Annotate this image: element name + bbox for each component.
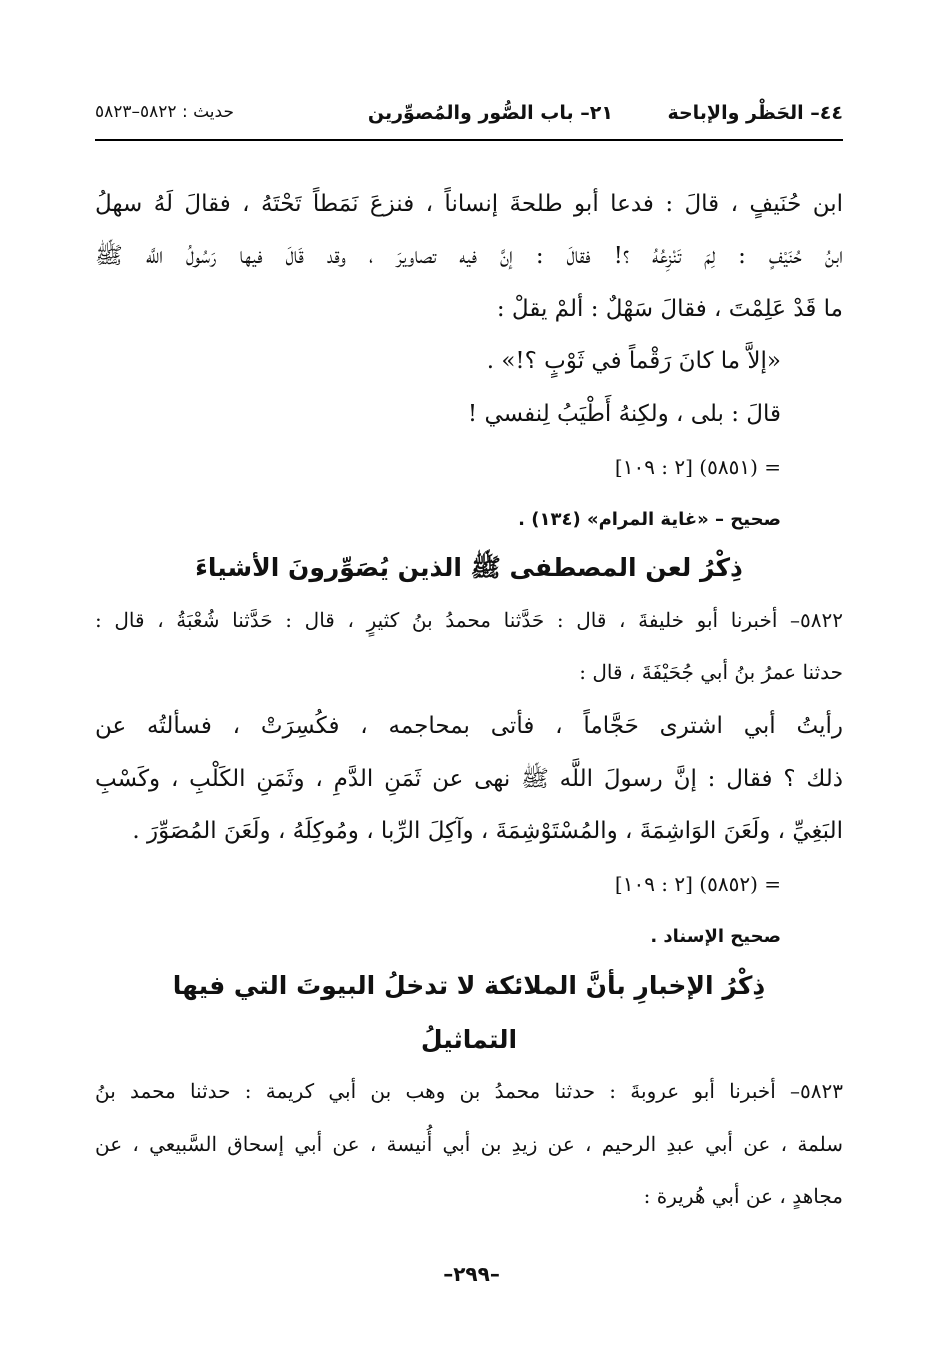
text-line: البَغِيِّ ، ولَعَنَ الوَاشِمَةَ ، والمُسْتَوْشِمَةَ ، وآكِلَ الرِّبا ، ومُوكِلَهُ ، ولَعَنَ المُصَوِّرَ . [132, 818, 843, 844]
quote-line: «إلاَّ ما كانَ رَقْماً في ثَوْبٍ ؟!» . [486, 348, 781, 374]
page-number: –٢٩٩– [443, 1262, 500, 1286]
hadith-chain-line: سلمة ، عن أبي عبدِ الرحيم ، عن زيدِ بن أبي أُنيسة ، عن أبي إسحاق السَّبيعي ، عن [95, 1132, 843, 1156]
hadith-chain-line: ٥٨٢٢– أخبرنا أبو خليفةَ ، قال : حَدَّثنا محمدُ بنُ كثيرٍ ، قال : حَدَّثنا شُعْبَةُ ، قال : [95, 608, 843, 632]
cross-reference: = (٥٨٥٢) [٢ : ١٠٩] [614, 872, 781, 896]
hadith-chain-line: مجاهدٍ ، عن أبي هُريرة : [643, 1184, 843, 1208]
text-line: رأيتُ أبي اشترى حَجَّاماً ، فأتى بمحاجمه ، فكُسِرَتْ ، فسألتُه عن [95, 713, 843, 739]
header-hadith-range: حديث : ٥٨٢٢–٥٨٢٣ [95, 102, 234, 122]
page-body [95, 0, 843, 1364]
text-line: قالَ : بلى ، ولكِنهُ أَطْيَبُ لِنفسي ! [467, 401, 781, 427]
text-line: ابنُ حُنَيْفٍ : لِمَ تَنْزِعُهُ ؟! فقالَ : إنَّ فيه تصاويرَ ، وقد قَالَ فيها رَسُولُ اللَّه ﷺ [95, 243, 843, 269]
grading-note: صحيح الإسناد . [650, 926, 781, 947]
section-heading: ذِكْرُ لعن المصطفى ﷺ الذين يُصَوِّرونَ الأشياءَ [195, 553, 743, 582]
hadith-chain-line: ٥٨٢٣– أخبرنا أبو عروبةَ : حدثنا محمدُ بن وهب بن أبي كريمة : حدثنا محمد بنُ [95, 1079, 843, 1103]
section-heading: ذِكْرُ الإخبارِ بأنَّ الملائكة لا تدخلُ البيوتَ التي فيها [172, 971, 766, 1000]
text-line: ما قَدْ عَلِمْتَ ، فقالَ سَهْلٌ : ألمْ يقلْ : [496, 296, 843, 322]
text-line: ابن حُنَيفٍ ، قالَ : فدعا أبو طلحةَ إنساناً ، فنزعَ نَمَطاً تَحْتَهُ ، فقالَ لَهُ سهلُ [95, 191, 843, 217]
section-heading-continued: التماثيلُ [420, 1025, 518, 1054]
text-line: ذلك ؟ فقال : إنَّ رسولَ اللَّه ﷺ نهى عن ثَمَنِ الدَّمِ ، وثَمَنِ الكَلْبِ ، وكَسْبِ [95, 766, 843, 792]
hadith-chain-line: حدثنا عمرُ بنُ أبي جُحَيْفَةَ ، قال : [579, 660, 843, 684]
grading-note: صحيح – «غاية المرام» (١٣٤) . [518, 509, 781, 530]
header-chapter-title: ٢١– باب الصُّور والمُصوِّرين [367, 102, 613, 124]
header-book-title: ٤٤– الحَظْر والإباحة [667, 102, 843, 124]
cross-reference: = (٥٨٥١) [٢ : ١٠٩] [614, 455, 781, 479]
